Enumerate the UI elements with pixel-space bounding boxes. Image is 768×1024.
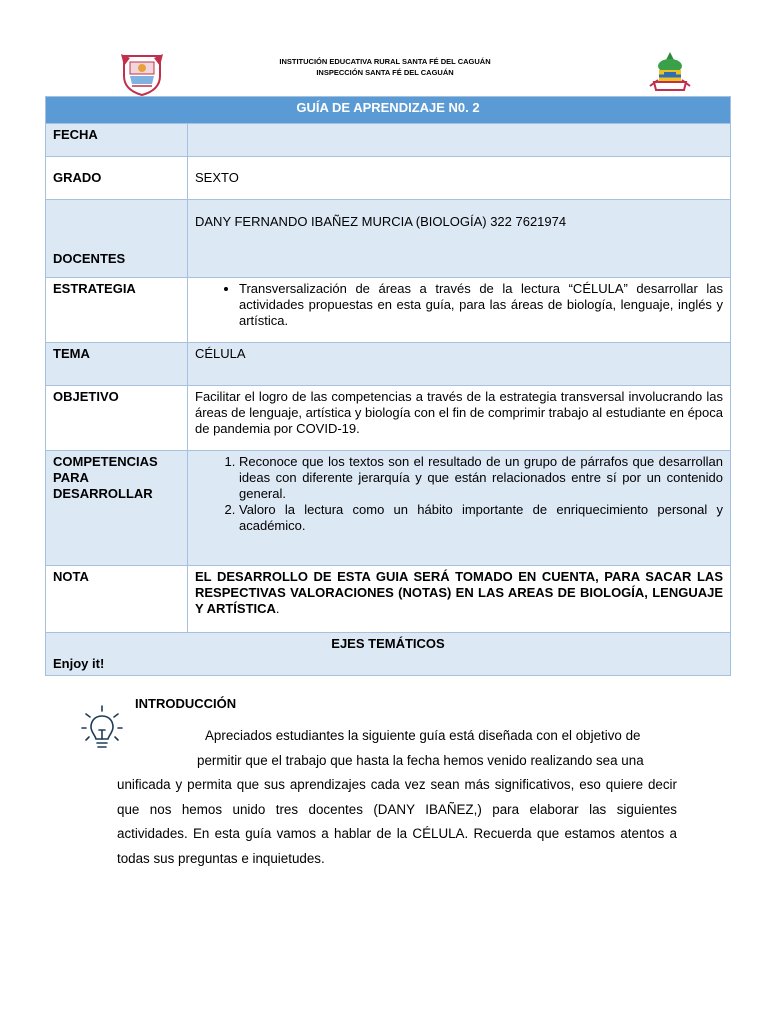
guide-title: GUÍA DE APRENDIZAJE N0. 2 — [46, 97, 731, 124]
institution-heading — [230, 56, 540, 78]
row-estrategia — [46, 278, 731, 343]
nota-label: NOTA — [46, 566, 188, 633]
row-objetivo — [46, 386, 731, 451]
grado-label: GRADO — [46, 157, 188, 200]
row-competencias — [46, 451, 731, 566]
document-header — [0, 0, 768, 96]
objetivo-value: Facilitar el logro de las competencias a través de la estrategia transversal involucrando las áreas de lenguaje, artística y biología con el fin de comprimir trabajo al estudiante en época de pandemia por COVID-19. — [188, 386, 731, 451]
row-ejes — [46, 633, 731, 676]
intro-paragraph — [117, 724, 677, 871]
intro-line-second: permitir que el trabajo que hasta la fecha hemos venido realizando sea una — [197, 752, 644, 768]
competencias-cell — [188, 451, 731, 566]
institution-name: INSTITUCIÓN EDUCATIVA RURAL SANTA FÉ DEL CAGUÁN — [279, 57, 491, 66]
guide-title-row — [46, 97, 731, 124]
tema-label: TEMA — [46, 343, 188, 386]
estrategia-cell — [188, 278, 731, 343]
objetivo-label: OBJETIVO — [46, 386, 188, 451]
nota-value: EL DESARROLLO DE ESTA GUIA SERÁ TOMADO EN CUENTA, PARA SACAR LAS RESPECTIVAS VALORACIONES (NOTAS) EN LAS AREAS DE BIOLOGÍA, LENGUAJE Y ARTÍSTICA — [195, 569, 723, 616]
row-tema — [46, 343, 731, 386]
docentes-value: DANY FERNANDO IBAÑEZ MURCIA (BIOLOGÍA) 322 7621974 — [188, 200, 731, 278]
nota-period: . — [275, 601, 280, 616]
municipal-seal-logo — [648, 50, 692, 96]
ejes-title: EJES TEMÁTICOS — [331, 636, 445, 651]
grado-value: SEXTO — [188, 157, 731, 200]
estrategia-item: • Transversalización de áreas a través de la lectura “CÉLULA” desarrollar las actividades propuestas en esta guía, para las áreas de biología, lenguaje, inglés y artística. — [239, 281, 723, 329]
intro-title: INTRODUCCIÓN — [135, 696, 237, 711]
competencias-label: COMPETENCIAS PARA DESARROLLAR — [46, 451, 188, 566]
enjoy-text: Enjoy it! — [53, 656, 105, 671]
row-nota — [46, 566, 731, 633]
tema-value: CÉLULA — [188, 343, 731, 386]
inspection-name: INSPECCIÓN SANTA FÉ DEL CAGUÁN — [316, 68, 454, 77]
fecha-label: FECHA — [46, 124, 188, 157]
row-docentes — [46, 200, 731, 278]
row-fecha — [46, 124, 731, 157]
estrategia-list — [195, 281, 723, 329]
estrategia-label: ESTRATEGIA — [46, 278, 188, 343]
row-grado — [46, 157, 731, 200]
ejes-cell — [46, 633, 731, 676]
docentes-label: DOCENTES — [46, 200, 188, 278]
nota-cell — [188, 566, 731, 633]
school-shield-logo — [118, 50, 166, 96]
intro-line-first: Apreciados estudiantes la siguiente guía está diseñada con el objetivo de — [205, 728, 641, 743]
competencia-item: 2. Valoro la lectura como un hábito importante de enriquecimiento personal y académico. — [239, 502, 723, 534]
fecha-value — [188, 124, 731, 157]
intro-rest: unificada y permita que sus aprendizajes cada vez sean más significativos, eso quiere decir que nos hemos unido tres docentes (DANY IBAÑEZ,) para elaborar las siguientes actividades. En esta guía vamos a hablar de la CÉLULA. Recuerda que estamos atentos a todas sus preguntas e inquietudes. — [117, 777, 677, 866]
competencia-item: 1. Reconoce que los textos son el resultado de un grupo de párrafos que desarrollan ideas con diferente jerarquía y que están relacionados entre sí por un contenido general. — [239, 454, 723, 502]
competencias-list — [195, 454, 723, 534]
guide-table — [45, 96, 731, 676]
